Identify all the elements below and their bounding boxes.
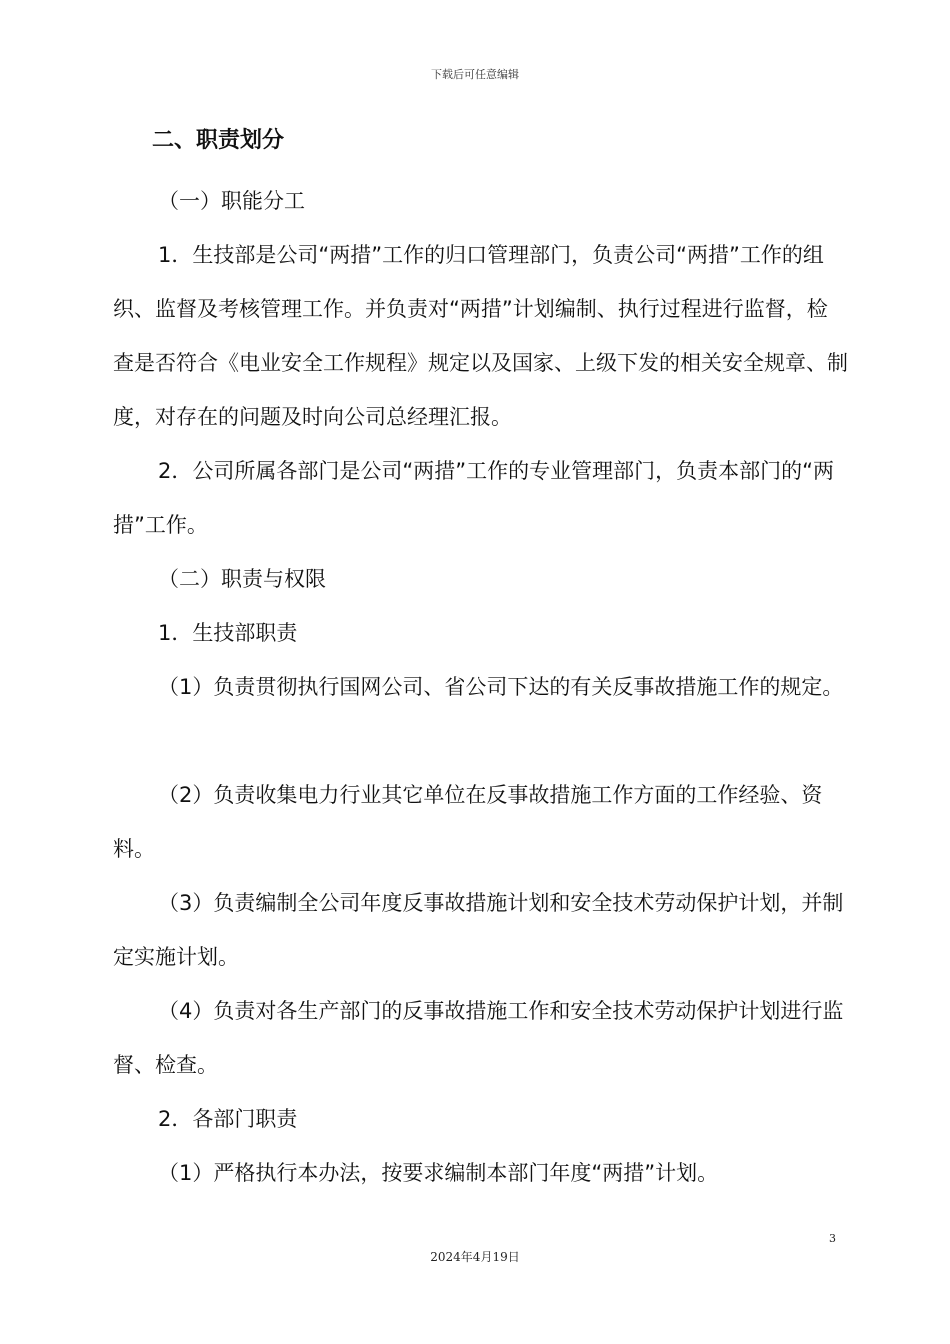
footer-date: 2024年4月19日 <box>430 1250 520 1264</box>
page-header: 下载后可任意编辑 <box>431 68 519 81</box>
list-item-dept-duty-1: （1）严格执行本办法，按要求编制本部门年度“两措”计划。 <box>158 1161 719 1185</box>
list-item-duty-1: （1）负责贯彻执行国网公司、省公司下达的有关反事故措施工作的规定。 <box>158 675 844 699</box>
subsection-title-duties: （二）职责与权限 <box>158 567 326 591</box>
list-item-duty-2: （2）负责收集电力行业其它单位在反事故措施工作方面的工作经验、资料。 <box>113 783 823 861</box>
list-item-duty-4: （4）负责对各生产部门的反事故措施工作和安全技术劳动保护计划进行监督、检查。 <box>113 999 844 1077</box>
page-number: 3 <box>829 1232 836 1245</box>
list-heading-tech-dept: 1．生技部职责 <box>158 621 298 645</box>
section-heading: 二、职责划分 <box>152 128 285 153</box>
paragraph-item-1: 1．生技部是公司“两措”工作的归口管理部门，负责公司“两措”工作的组织、监督及考核管理工作。并负责对“两措”计划编制、执行过程进行监督，检查是否符合《电业安全工作规程》规定以及国家、上级下发的相关安全规章、制度，对存在的问题及时向公司总经理汇报。 <box>113 243 848 429</box>
subsection-title-division: （一）职能分工 <box>158 189 305 213</box>
list-heading-departments: 2．各部门职责 <box>158 1107 298 1131</box>
paragraph-item-2: 2．公司所属各部门是公司“两措”工作的专业管理部门，负责本部门的“两措”工作。 <box>113 459 834 537</box>
list-item-duty-3: （3）负责编制全公司年度反事故措施计划和安全技术劳动保护计划，并制定实施计划。 <box>113 891 844 969</box>
